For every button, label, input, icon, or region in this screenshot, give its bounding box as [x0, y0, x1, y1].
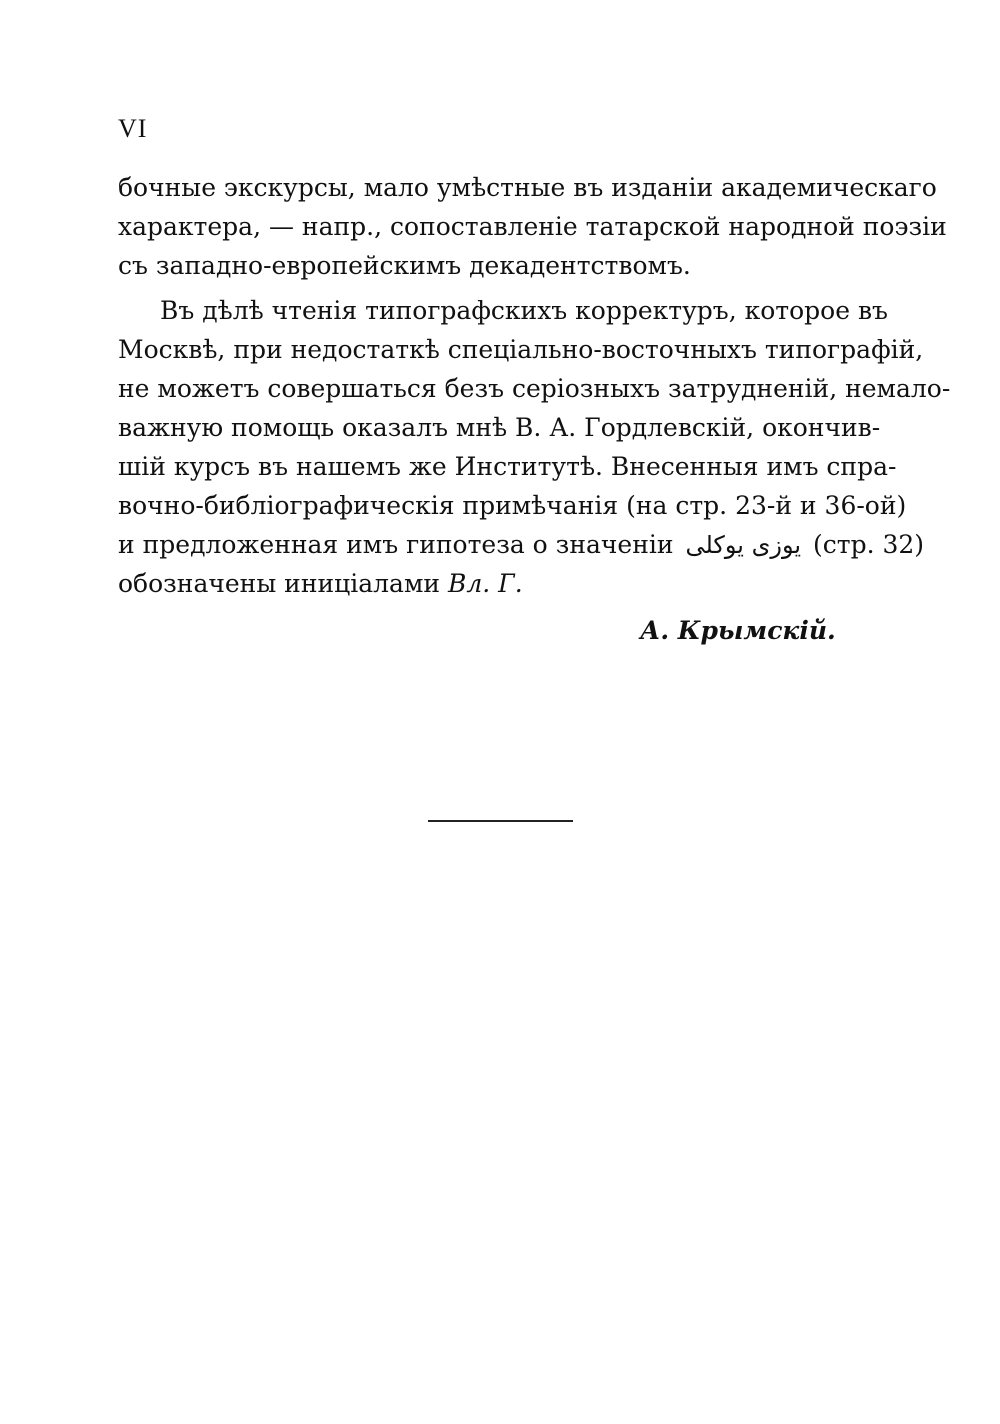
paragraph2-line-5: шій курсъ въ нашемъ же Институтѣ. Внесенныя имъ спра-: [118, 452, 897, 481]
paragraph2-line-6: вочно-библіографическія примѣчанія (на стр. 23-й и 36-ой): [118, 491, 907, 520]
line7-text-before: и предложенная имъ гипотеза о значеніи: [118, 530, 674, 559]
initials: Вл. Г.: [448, 569, 523, 598]
paragraph2-line-8: [118, 569, 880, 599]
paragraph1-line-1: бочные экскурсы, мало умѣстные въ изданіи академическаго: [118, 173, 937, 202]
author-signature: А. Крымскій.: [640, 616, 836, 645]
arabic-term: يوزى يوكلى: [685, 531, 802, 559]
paragraph2-line-7: [118, 530, 925, 560]
section-divider: [428, 820, 573, 822]
paragraph2-line-1: Въ дѣлѣ чтенія типографскихъ корректуръ, которое въ: [160, 296, 888, 325]
paragraph2-line-4: важную помощь оказалъ мнѣ В. А. Гордлевскій, окончив-: [118, 413, 881, 442]
paragraph1-line-2: характера, — напр., сопоставленіе татарской народной поэзіи: [118, 212, 947, 241]
line7-text-after: (стр. 32): [812, 530, 925, 559]
paragraph2-line-2: Москвѣ, при недостаткѣ спеціально-восточныхъ типографій,: [118, 335, 924, 364]
line8-text-before: обозначены иниціалами: [118, 569, 441, 598]
paragraph1-line-3: съ западно-европейскимъ декадентствомъ.: [118, 251, 691, 280]
page-number: VI: [118, 114, 148, 143]
paragraph2-line-3: не можетъ совершаться безъ серіозныхъ затрудненій, немало-: [118, 374, 951, 403]
